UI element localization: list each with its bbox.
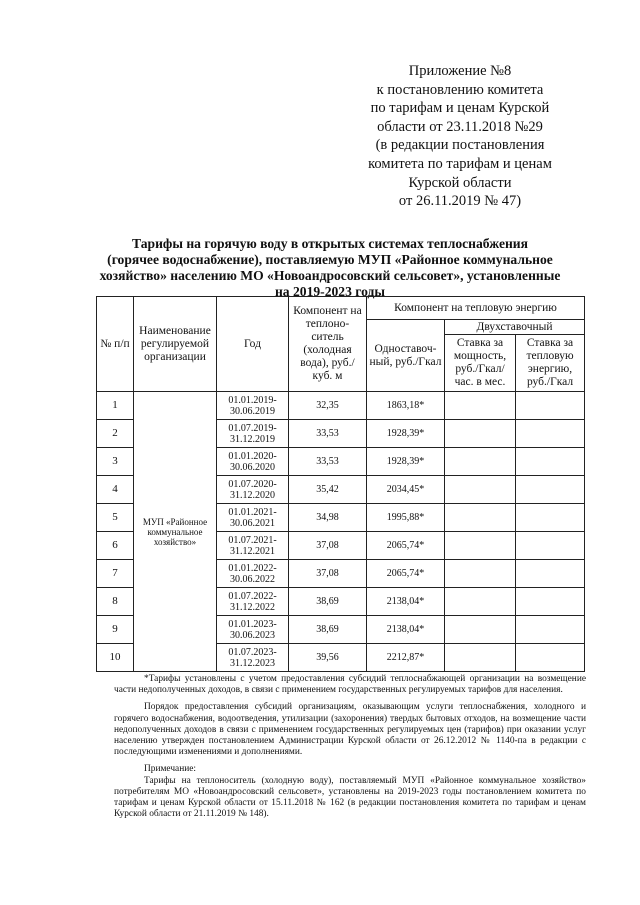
header-line: (в редакции постановления bbox=[375, 137, 545, 154]
header-line: Приложение №8 bbox=[408, 63, 512, 79]
header-double-rate: Двухставочный bbox=[445, 320, 585, 335]
row-single: 2034,45* bbox=[367, 476, 445, 504]
row-power bbox=[445, 560, 516, 588]
row-num: 4 bbox=[97, 476, 134, 504]
row-period: 01.01.2022-30.06.2022 bbox=[217, 560, 289, 588]
row-single: 2065,74* bbox=[367, 560, 445, 588]
row-num: 5 bbox=[97, 504, 134, 532]
header-single-rate: Одноставоч-ный, руб./Гкал bbox=[367, 320, 445, 392]
row-power bbox=[445, 644, 516, 672]
remark-label: Примечание: bbox=[144, 764, 197, 775]
row-single: 2138,04* bbox=[367, 588, 445, 616]
row-single: 1995,88* bbox=[367, 504, 445, 532]
row-num: 9 bbox=[97, 616, 134, 644]
row-power bbox=[445, 476, 516, 504]
row-power bbox=[445, 616, 516, 644]
header-power-rate: Ставка за мощность, руб./Гкал/час. в мес. bbox=[445, 335, 516, 392]
row-power bbox=[445, 448, 516, 476]
table-row bbox=[97, 392, 585, 420]
row-period: 01.07.2021-31.12.2021 bbox=[217, 532, 289, 560]
row-power bbox=[445, 420, 516, 448]
row-single: 1928,39* bbox=[367, 448, 445, 476]
row-num: 8 bbox=[97, 588, 134, 616]
row-carrier: 38,69 bbox=[289, 616, 367, 644]
row-single: 1928,39* bbox=[367, 420, 445, 448]
header-energy-component: Компонент на тепловую энергию bbox=[367, 297, 585, 320]
row-heat bbox=[516, 644, 585, 672]
row-carrier: 39,56 bbox=[289, 644, 367, 672]
row-carrier: 37,08 bbox=[289, 532, 367, 560]
row-heat bbox=[516, 588, 585, 616]
row-period: 01.07.2022-31.12.2022 bbox=[217, 588, 289, 616]
row-power bbox=[445, 504, 516, 532]
row-carrier: 37,08 bbox=[289, 560, 367, 588]
row-carrier: 38,69 bbox=[289, 588, 367, 616]
row-heat bbox=[516, 448, 585, 476]
row-single: 2138,04* bbox=[367, 616, 445, 644]
row-heat bbox=[516, 616, 585, 644]
remark-text: Тарифы на теплоноситель (холодную воду), поставляемый МУП «Районное коммунальное хозяйство» потребителям МО «Новоандросовский сельсовет», установлены на 2019-2023 годы постановлением комитета по тарифам и ценам Курской области от 15.11.2018 № 162 (в редакции постановления комитета по тарифам и ценам Курской области от 21.11.2019 № 148). bbox=[114, 775, 586, 820]
row-carrier: 33,53 bbox=[289, 448, 367, 476]
row-heat bbox=[516, 420, 585, 448]
row-single: 1863,18* bbox=[367, 392, 445, 420]
footnote-text: *Тарифы установлены с учетом предоставления субсидий теплоснабжающей организации на возмещение части недополученных доходов, в связи с применением государственных регулируемых тарифов для населения. bbox=[114, 674, 586, 696]
row-single: 2065,74* bbox=[367, 532, 445, 560]
header-line: к постановлению комитета bbox=[376, 81, 544, 98]
header-line: комитета по тарифам и ценам bbox=[368, 155, 552, 172]
procedure-text: Порядок предоставления субсидий организациям, оказывающим услуги теплоснабжения, холодного и горячего водоснабжения, водоотведения, утилизации (захоронения) твердых бытовых отходов, на возмещение части недополученных доходов в связи с применением государственных регулируемых цен (тарифов) при оказании услуг населению утвержден постановлением Администрации Курской области от 26.12.2012 № 1140-па в редакции с последующими изменениями и дополнениями. bbox=[114, 702, 586, 758]
row-carrier: 35,42 bbox=[289, 476, 367, 504]
row-period: 01.01.2023-30.06.2023 bbox=[217, 616, 289, 644]
header-line: Курской области bbox=[408, 174, 512, 191]
row-single: 2212,87* bbox=[367, 644, 445, 672]
header-line: по тарифам и ценам Курской bbox=[370, 100, 550, 117]
row-period: 01.07.2019-31.12.2019 bbox=[217, 420, 289, 448]
notes-section bbox=[114, 674, 586, 826]
header-line: от 26.11.2019 № 47) bbox=[398, 193, 522, 210]
row-heat bbox=[516, 476, 585, 504]
title-line: (горячее водоснабжение), поставляемую МУП «Районное коммунальное bbox=[107, 252, 553, 267]
row-period: 01.01.2021-30.06.2021 bbox=[217, 504, 289, 532]
header-line: области от 23.11.2018 №29 bbox=[377, 118, 543, 135]
row-power bbox=[445, 392, 516, 420]
title-line: хозяйство» населению МО «Новоандросовский сельсовет», установленные bbox=[99, 268, 561, 283]
header-heat-rate: Ставка за тепловую энергию, руб./Гкал bbox=[516, 335, 585, 392]
row-num: 2 bbox=[97, 420, 134, 448]
header-year: Год bbox=[217, 297, 289, 392]
row-heat bbox=[516, 504, 585, 532]
row-heat bbox=[516, 392, 585, 420]
row-period: 01.01.2020-30.06.2020 bbox=[217, 448, 289, 476]
row-num: 7 bbox=[97, 560, 134, 588]
row-period: 01.07.2023-31.12.2023 bbox=[217, 644, 289, 672]
document-title bbox=[88, 236, 572, 300]
row-heat bbox=[516, 560, 585, 588]
row-heat bbox=[516, 532, 585, 560]
row-num: 3 bbox=[97, 448, 134, 476]
appendix-header bbox=[330, 62, 590, 211]
row-power bbox=[445, 588, 516, 616]
organization-name: МУП «Районное коммунальное хозяйство» bbox=[134, 392, 217, 672]
header-num: № п/п bbox=[97, 297, 134, 392]
row-period: 01.07.2020-31.12.2020 bbox=[217, 476, 289, 504]
row-num: 6 bbox=[97, 532, 134, 560]
title-line: Тарифы на горячую воду в открытых системах теплоснабжения bbox=[132, 236, 528, 251]
row-carrier: 34,98 bbox=[289, 504, 367, 532]
row-power bbox=[445, 532, 516, 560]
header-organization: Наименование регулируемой организации bbox=[134, 297, 217, 392]
title-line: на 2019-2023 годы bbox=[274, 284, 386, 299]
row-carrier: 33,53 bbox=[289, 420, 367, 448]
row-num: 10 bbox=[97, 644, 134, 672]
tariff-table bbox=[96, 296, 585, 672]
row-period: 01.01.2019-30.06.2019 bbox=[217, 392, 289, 420]
row-num: 1 bbox=[97, 392, 134, 420]
row-carrier: 32,35 bbox=[289, 392, 367, 420]
header-carrier-component: Компонент на теплоно-ситель (холодная вода), руб./куб. м bbox=[289, 297, 367, 392]
